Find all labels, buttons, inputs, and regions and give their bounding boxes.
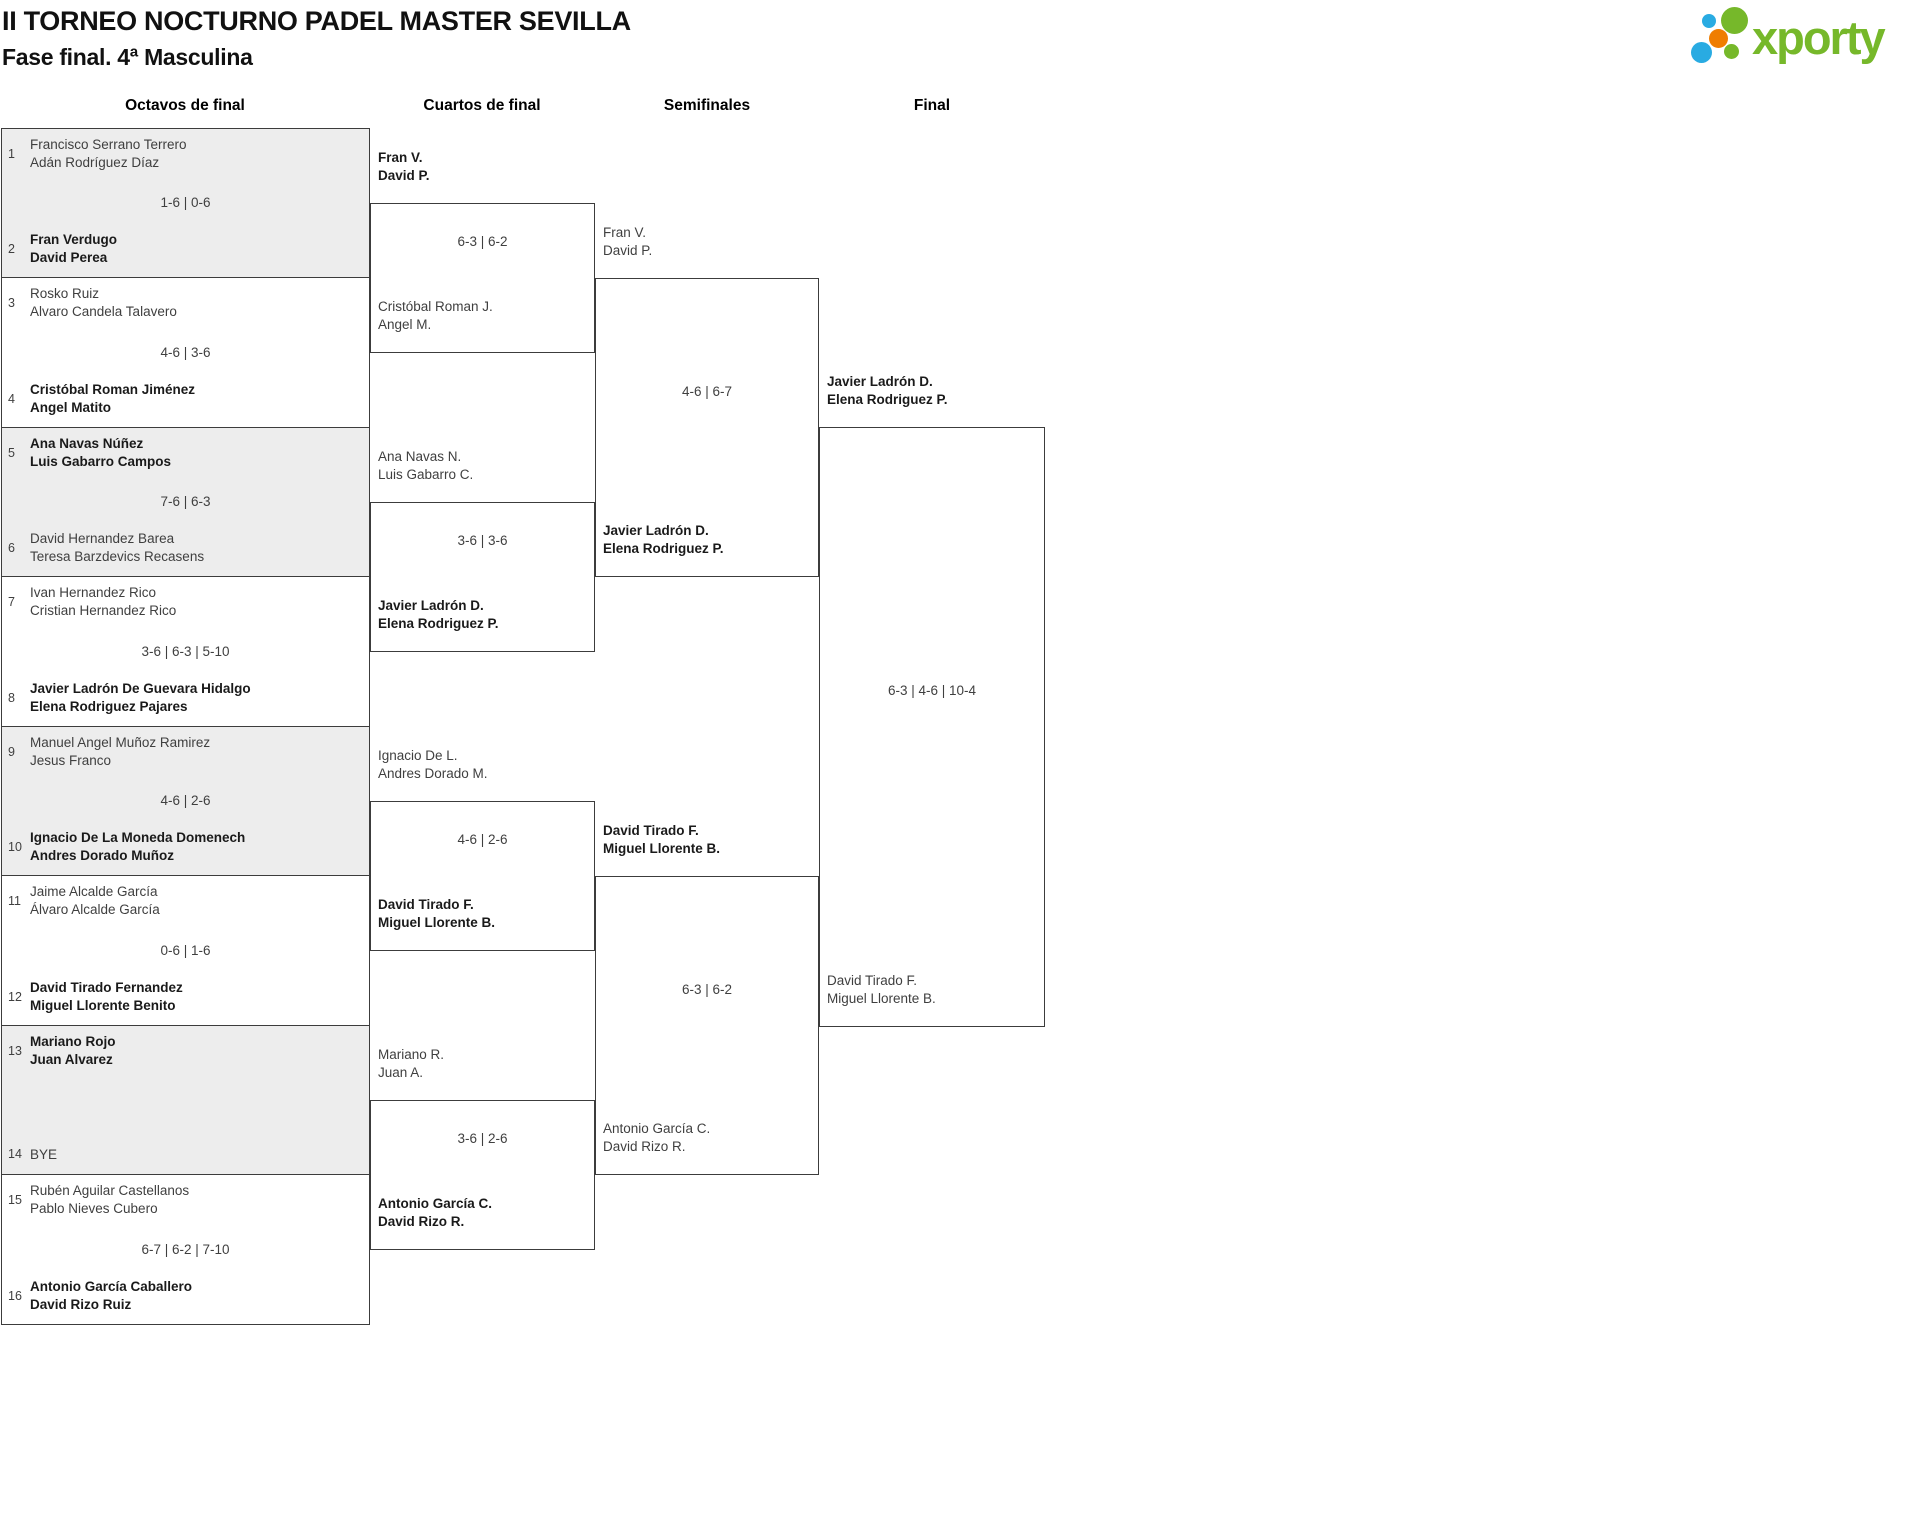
seed-number: 16	[8, 1288, 22, 1303]
team-names	[30, 1146, 361, 1164]
team-names	[30, 136, 361, 171]
seed-number: 15	[8, 1192, 22, 1207]
seed-number: 5	[8, 445, 15, 460]
team-name: David Rizo Ruiz	[30, 1296, 132, 1312]
round-header-cuartos: Cuartos de final	[423, 97, 541, 114]
match-box-qf-4	[370, 1047, 595, 1250]
match-score: 0-6 | 1-6	[160, 942, 211, 958]
team-name: Javier Ladrón D.	[603, 523, 709, 538]
team-name: David P.	[603, 242, 653, 258]
team-slot-bottom	[8, 979, 361, 1014]
match-score: 3-6 | 6-3 | 5-10	[141, 643, 230, 659]
match-box-sf-1	[595, 225, 819, 577]
team-name: David P.	[378, 167, 430, 183]
team-name: Juan Alvarez	[30, 1051, 113, 1067]
seed-number: 8	[8, 690, 15, 705]
logo-dot-green-small-icon	[1724, 44, 1739, 59]
match-box-qf-1	[370, 150, 595, 353]
match-score: 6-3 | 6-2	[681, 981, 733, 997]
pair-slot-top	[378, 448, 590, 483]
seed-number: 3	[8, 295, 15, 310]
team-name: Jaime Alcalde García	[30, 884, 158, 899]
match-score: 3-6 | 3-6	[457, 533, 508, 548]
seed-number: 7	[8, 594, 15, 609]
team-name: Alvaro Candela Talavero	[30, 303, 177, 319]
team-name: Ignacio De L.	[378, 748, 458, 763]
team-name: David Tirado F.	[378, 897, 474, 912]
logo-text: xporty	[1752, 11, 1884, 64]
team-name: Javier Ladrón D.	[378, 598, 484, 613]
match-box-r16-5	[1, 726, 370, 876]
team-slot-bottom	[8, 381, 361, 416]
team-slot-top	[8, 1182, 361, 1217]
team-slot-bottom	[8, 530, 361, 565]
match-box-r16-8	[1, 1174, 370, 1325]
pair-slot-bottom	[378, 298, 590, 333]
team-name: Cristóbal Roman J.	[378, 299, 493, 314]
team-name: Andres Dorado Muñoz	[30, 847, 174, 863]
team-name: David Tirado F.	[827, 973, 918, 988]
round-header-final: Final	[913, 97, 951, 114]
team-name: Jesus Franco	[30, 752, 112, 768]
match-box-final-1	[819, 374, 1045, 1027]
team-name: Miguel Llorente Benito	[30, 997, 176, 1013]
team-name: Francisco Serrano Terrero	[30, 137, 187, 152]
team-names	[30, 979, 361, 1014]
team-name: Ignacio De La Moneda Domenech	[30, 830, 246, 845]
team-name: David Tirado Fernandez	[30, 980, 183, 995]
logo-dot-green-large-icon	[1721, 7, 1748, 34]
team-name: David Rizo R.	[603, 1138, 686, 1154]
match-score: 1-6 | 0-6	[160, 195, 211, 210]
match-score: 3-6 | 2-6	[457, 1131, 508, 1146]
pair-slot-bottom	[378, 597, 590, 632]
team-names	[30, 829, 361, 864]
match-score: 7-6 | 6-3	[160, 494, 211, 509]
team-name: David Tirado F.	[603, 823, 699, 838]
team-names	[30, 584, 361, 619]
team-names	[30, 381, 361, 416]
xporty-logo[interactable]	[1688, 4, 1920, 76]
match-score: 4-6 | 2-6	[160, 793, 211, 808]
match-box-r16-6	[1, 875, 370, 1026]
team-name: Javier Ladrón De Guevara Hidalgo	[30, 681, 251, 696]
team-name: Antonio García Caballero	[30, 1279, 193, 1294]
page-title: II TORNEO NOCTURNO PADEL MASTER SEVILLA	[2, 6, 631, 36]
team-slot-top	[8, 734, 361, 769]
team-names	[30, 530, 361, 565]
team-name: Juan A.	[378, 1064, 424, 1080]
team-name: Elena Rodriguez P.	[603, 540, 724, 556]
team-name: Antonio García C.	[603, 1121, 711, 1136]
team-name: Pablo Nieves Cubero	[30, 1200, 158, 1216]
seed-number: 1	[8, 146, 15, 161]
team-name: Fran Verdugo	[30, 232, 118, 247]
team-name: Luis Gabarro Campos	[30, 453, 172, 469]
match-score: 6-7 | 6-2 | 7-10	[141, 1241, 230, 1257]
match-score: 4-6 | 6-7	[681, 383, 733, 399]
team-slot-top	[8, 584, 361, 619]
seed-number: 6	[8, 540, 15, 555]
seed-number: 12	[8, 989, 22, 1004]
team-name: Cristian Hernandez Rico	[30, 602, 177, 618]
team-name: Angel Matito	[30, 399, 111, 415]
pair-slot-bottom	[378, 1195, 590, 1230]
team-name: Andres Dorado M.	[378, 765, 488, 781]
team-name: Rubén Aguilar Castellanos	[30, 1183, 190, 1198]
team-names	[30, 680, 361, 715]
team-name: Fran V.	[378, 150, 423, 165]
page-subtitle: Fase final. 4ª Masculina	[2, 44, 253, 70]
team-name: David Rizo R.	[378, 1213, 465, 1229]
team-name: David Hernandez Barea	[30, 531, 175, 546]
team-slot-top	[8, 285, 361, 320]
team-name: Miguel Llorente B.	[603, 840, 721, 856]
match-score: 6-3 | 6-2	[457, 234, 508, 249]
team-name: Fran V.	[603, 225, 647, 240]
team-slot-bottom	[8, 829, 361, 864]
seed-number: 9	[8, 744, 15, 759]
seed-number: 11	[8, 893, 21, 908]
team-slot-bottom	[8, 680, 361, 715]
team-slot-bottom	[8, 231, 361, 266]
team-slot-bottom	[8, 1146, 361, 1164]
pair-slot-top	[378, 747, 590, 782]
match-score: 4-6 | 2-6	[457, 832, 508, 847]
team-names	[30, 231, 361, 266]
logo-dot-blue-large-icon	[1691, 42, 1712, 63]
match-box-sf-2	[595, 823, 819, 1175]
team-names	[30, 1182, 361, 1217]
pair-slot-bottom	[603, 522, 815, 557]
team-name: Ivan Hernandez Rico	[30, 585, 157, 600]
team-name: Elena Rodriguez Pajares	[30, 698, 188, 714]
pair-slot-top	[827, 373, 1039, 408]
team-name: Luis Gabarro C.	[378, 466, 474, 482]
team-name: BYE	[30, 1146, 58, 1162]
team-name: Javier Ladrón D.	[827, 374, 933, 389]
seed-number: 2	[8, 241, 15, 256]
team-name: Angel M.	[378, 316, 432, 332]
team-name: Manuel Angel Muñoz Ramirez	[30, 735, 211, 750]
team-slot-top	[8, 136, 361, 171]
pair-slot-bottom	[827, 972, 1039, 1007]
pair-slot-top	[378, 149, 590, 184]
seed-number: 13	[8, 1043, 22, 1058]
match-box-r16-3	[1, 427, 370, 577]
logo-dot-orange-icon	[1709, 29, 1728, 48]
team-name: Miguel Llorente B.	[827, 990, 936, 1006]
team-slot-top	[8, 1033, 361, 1068]
team-name: Mariano Rojo	[30, 1034, 116, 1049]
team-names	[30, 734, 361, 769]
logo-dot-blue-small-icon	[1702, 14, 1716, 28]
team-name: Elena Rodriguez P.	[378, 615, 499, 631]
seed-number: 14	[8, 1147, 22, 1162]
match-score: 4-6 | 3-6	[160, 344, 211, 360]
round-header-semifinales: Semifinales	[663, 97, 751, 114]
team-slot-top	[8, 435, 361, 470]
team-name: David Perea	[30, 249, 108, 265]
match-box-qf-2	[370, 449, 595, 652]
team-name: Miguel Llorente B.	[378, 914, 496, 930]
pair-slot-top	[378, 1046, 590, 1081]
team-name: Antonio García C.	[378, 1196, 493, 1211]
match-box-r16-4	[1, 576, 370, 727]
seed-number: 10	[8, 839, 22, 854]
round-header-octavos: Octavos de final	[125, 97, 245, 114]
seed-number: 4	[8, 391, 15, 406]
team-name: Cristóbal Roman Jiménez	[30, 382, 196, 397]
pair-slot-top	[603, 822, 815, 857]
team-names	[30, 1278, 361, 1313]
match-box-qf-3	[370, 748, 595, 951]
team-name: Álvaro Alcalde García	[30, 901, 160, 917]
match-score: 6-3 | 4-6 | 10-4	[887, 683, 977, 698]
pair-slot-top	[603, 224, 815, 259]
match-box-r16-7	[1, 1025, 370, 1175]
team-name: Rosko Ruiz	[30, 286, 100, 301]
pair-slot-bottom	[378, 896, 590, 931]
team-name: Teresa Barzdevics Recasens	[30, 548, 205, 564]
match-box-r16-2	[1, 277, 370, 428]
team-names	[30, 883, 361, 918]
team-name: Ana Navas N.	[378, 449, 462, 464]
team-name: Mariano R.	[378, 1047, 445, 1062]
match-box-r16-1	[1, 128, 370, 278]
team-names	[30, 435, 361, 470]
team-slot-bottom	[8, 1278, 361, 1313]
team-name: Adán Rodríguez Díaz	[30, 154, 160, 170]
team-name: Ana Navas Núñez	[30, 436, 144, 451]
team-slot-top	[8, 883, 361, 918]
pair-slot-bottom	[603, 1120, 815, 1155]
team-names	[30, 1033, 361, 1068]
team-names	[30, 285, 361, 320]
team-name: Elena Rodriguez P.	[827, 391, 948, 407]
